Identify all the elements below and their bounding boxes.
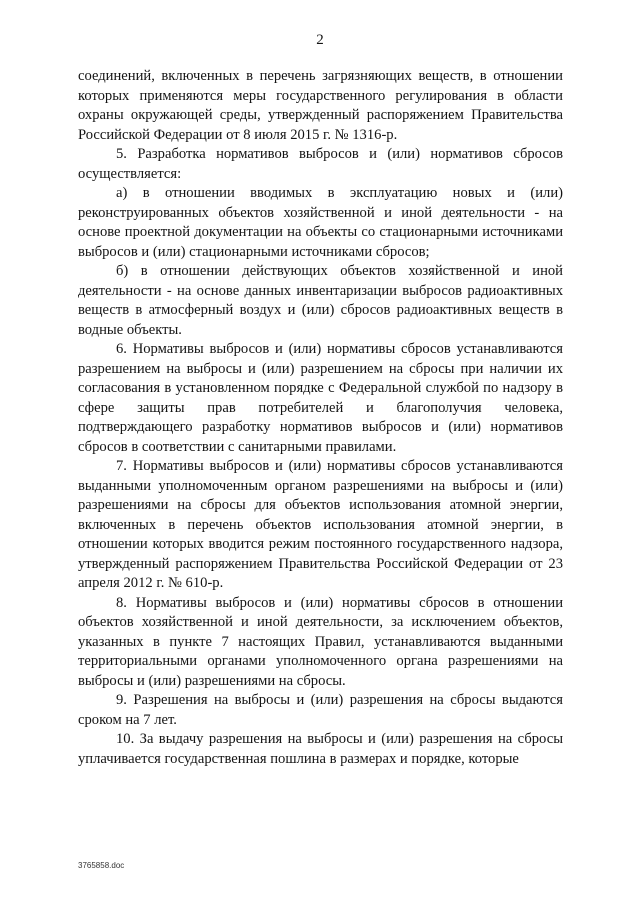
subparagraph-a: а) в отношении вводимых в эксплуатацию новых и (или) реконструированных объектов хозяйственной и иной деятельности - на основе проектной документации на объекты со стационарными источниками выбросов и (или) стационарными источниками сбросов; xyxy=(78,185,563,260)
paragraph-item-8: 8. Нормативы выбросов и (или) нормативы сбросов в отношении объектов хозяйственной и иной деятельности, за исключением объектов, указанных в пункте 7 настоящих Правил, устанавливаются выданными территориальными органами уполномоченного органа разрешениями на выбросы и (или) разрешениями на сбросы. xyxy=(78,594,563,689)
paragraph-item-6: 6. Нормативы выбросов и (или) нормативы сбросов устанавливаются разрешением на выбросы и (или) разрешением на сбросы при наличии их согласования в установленном порядке с Федеральной службой по надзору в сфере защиты прав потребителей и благополучия человека, подтверждающего разработку нормативов выбросов и (или) нормативов сбросов в соответствии с санитарными правилами. xyxy=(78,341,563,455)
paragraph-item-5: 5. Разработка нормативов выбросов и (или) нормативов сбросов осуществляется: xyxy=(78,146,563,182)
page-number: 2 xyxy=(316,32,324,48)
paragraph-item-10: 10. За выдачу разрешения на выбросы и (или) разрешения на сбросы уплачивается государственная пошлина в размерах и порядке, которые xyxy=(78,731,563,767)
document-body xyxy=(78,67,563,769)
paragraph-item-9: 9. Разрешения на выбросы и (или) разрешения на сбросы выдаются сроком на 7 лет. xyxy=(78,692,563,728)
subparagraph-b: б) в отношении действующих объектов хозяйственной и иной деятельности - на основе данных инвентаризации выбросов радиоактивных веществ в атмосферный воздух и (или) сбросов радиоактивных веществ в водные объекты. xyxy=(78,263,563,338)
document-file-code: 3765858.doc xyxy=(78,861,125,870)
paragraph-item-7: 7. Нормативы выбросов и (или) нормативы сбросов устанавливаются выданными уполномоченным органом разрешениями на выбросы и (или) разрешениями на сбросы для объектов использования атомной энергии, включенных в перечень объектов использования атомной энергии, в отношении которых вводится режим постоянного государственного надзора, утвержденный распоряжением Правительства Российской Федерации от 23 апреля 2012 г. № 610-р. xyxy=(78,458,563,591)
paragraph-continuation: соединений, включенных в перечень загрязняющих веществ, в отношении которых применяются меры государственного регулирования в области охраны окружающей среды, утвержденный распоряжением Правительства Российской Федерации от 8 июля 2015 г. № 1316-р. xyxy=(78,68,563,143)
